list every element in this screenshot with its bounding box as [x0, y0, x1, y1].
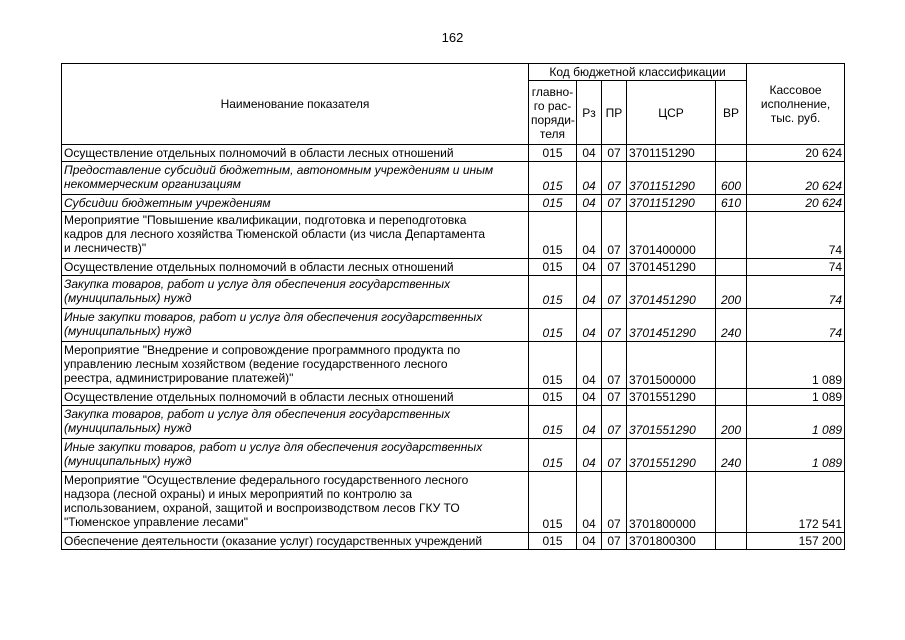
row-amount: 1 089: [747, 406, 845, 439]
row-name-line: Предоставление субсидий бюджетным, автономным учреждениям и иным: [64, 163, 494, 177]
row-vr: [716, 212, 747, 259]
header-pr: ПР: [602, 81, 627, 145]
row-name-line: Осуществление отдельных полномочий в области лесных отношений: [64, 390, 454, 404]
row-name: [62, 533, 529, 550]
row-glav: 015: [529, 342, 577, 389]
row-name-line: (муниципальных) нужд: [64, 324, 192, 338]
table-body: [62, 145, 845, 550]
row-name-line: Иные закупки товаров, работ и услуг для обеспечения государственных: [64, 310, 483, 324]
row-vr: 240: [716, 439, 747, 472]
row-name: [62, 195, 529, 212]
row-vr: 240: [716, 309, 747, 342]
row-name: [62, 406, 529, 439]
row-name-line: Закупка товаров, работ и услуг для обеспечения государственных: [64, 277, 451, 291]
row-vr: [716, 533, 747, 550]
row-rz: 04: [577, 439, 602, 472]
row-rz: 04: [577, 259, 602, 276]
table-row: [62, 439, 845, 472]
row-name-line: использованием, охраной, защитой и воспроизводством лесов ГКУ ТО: [64, 501, 460, 515]
table-row: [62, 389, 845, 406]
row-csr: 3701551290: [627, 406, 716, 439]
row-csr: 3701151290: [627, 162, 716, 195]
row-glav: 015: [529, 439, 577, 472]
row-csr: 3701151290: [627, 195, 716, 212]
table-row: [62, 195, 845, 212]
row-name: [62, 276, 529, 309]
row-vr: 610: [716, 195, 747, 212]
header-amount: Кассовое исполнение, тыс. руб.: [747, 64, 845, 145]
row-name-line: Закупка товаров, работ и услуг для обеспечения государственных: [64, 407, 451, 421]
row-name-line: кадров для лесного хозяйства Тюменской области (из числа Департамента: [64, 227, 486, 241]
row-csr: 3701451290: [627, 309, 716, 342]
row-vr: 200: [716, 406, 747, 439]
row-amount: 74: [747, 212, 845, 259]
row-name: [62, 472, 529, 533]
row-glav: 015: [529, 145, 577, 162]
row-pr: 07: [602, 309, 627, 342]
row-name-line: Мероприятие "Повышение квалификации, подготовка и переподготовка: [64, 213, 467, 227]
row-rz: 04: [577, 162, 602, 195]
row-amount: 74: [747, 276, 845, 309]
page-number: 162: [441, 30, 464, 45]
row-amount: 1 089: [747, 389, 845, 406]
table-row: [62, 212, 845, 259]
row-pr: 07: [602, 472, 627, 533]
row-name-line: реестра, администрирование платежей)": [64, 371, 294, 385]
table-row: [62, 259, 845, 276]
row-glav: 015: [529, 276, 577, 309]
table-row: [62, 342, 845, 389]
row-csr: 3701500000: [627, 342, 716, 389]
table-row: [62, 162, 845, 195]
row-name-line: некоммерческим организациям: [64, 177, 241, 191]
row-pr: 07: [602, 389, 627, 406]
row-amount: 74: [747, 309, 845, 342]
row-name: [62, 145, 529, 162]
row-glav: 015: [529, 406, 577, 439]
row-amount: 1 089: [747, 342, 845, 389]
row-rz: 04: [577, 195, 602, 212]
row-pr: 07: [602, 439, 627, 472]
table-row: [62, 406, 845, 439]
row-vr: 600: [716, 162, 747, 195]
row-csr: 3701451290: [627, 259, 716, 276]
row-amount: 74: [747, 259, 845, 276]
row-csr: 3701551290: [627, 439, 716, 472]
row-vr: [716, 342, 747, 389]
row-amount: 172 541: [747, 472, 845, 533]
row-name-line: Субсидии бюджетным учреждениям: [64, 196, 271, 210]
row-rz: 04: [577, 472, 602, 533]
row-name-line: (муниципальных) нужд: [64, 291, 192, 305]
row-name-line: Мероприятие "Внедрение и сопровождение программного продукта по: [64, 343, 461, 357]
table-row: [62, 276, 845, 309]
row-pr: 07: [602, 212, 627, 259]
row-pr: 07: [602, 259, 627, 276]
row-name-line: (муниципальных) нужд: [64, 454, 192, 468]
row-rz: 04: [577, 389, 602, 406]
table-row: [62, 145, 845, 162]
row-pr: 07: [602, 195, 627, 212]
budget-table: [61, 63, 845, 550]
table-row: [62, 472, 845, 533]
row-name: [62, 439, 529, 472]
row-name-line: Обеспечение деятельности (оказание услуг) государственных учреждений: [64, 534, 483, 548]
row-vr: [716, 259, 747, 276]
row-name: [62, 162, 529, 195]
row-name-line: Иные закупки товаров, работ и услуг для обеспечения государственных: [64, 440, 483, 454]
row-name-line: Осуществление отдельных полномочий в области лесных отношений: [64, 146, 454, 160]
row-amount: 157 200: [747, 533, 845, 550]
row-amount: 1 089: [747, 439, 845, 472]
row-name: [62, 389, 529, 406]
row-amount: 20 624: [747, 195, 845, 212]
row-csr: 3701400000: [627, 212, 716, 259]
header-rz: Рз: [577, 81, 602, 145]
row-amount: 20 624: [747, 145, 845, 162]
row-rz: 04: [577, 276, 602, 309]
row-csr: 3701451290: [627, 276, 716, 309]
row-name-line: надзора (лесной охраны) и иных мероприятий по контролю за: [64, 487, 412, 501]
row-name: [62, 342, 529, 389]
row-glav: 015: [529, 195, 577, 212]
row-pr: 07: [602, 406, 627, 439]
row-pr: 07: [602, 276, 627, 309]
row-pr: 07: [602, 145, 627, 162]
row-pr: 07: [602, 162, 627, 195]
row-rz: 04: [577, 145, 602, 162]
row-name-line: и лесничеств)": [64, 241, 147, 255]
row-vr: 200: [716, 276, 747, 309]
row-rz: 04: [577, 309, 602, 342]
row-name: [62, 309, 529, 342]
row-vr: [716, 145, 747, 162]
row-name-line: Мероприятие "Осуществление федерального государственного лесного: [64, 473, 469, 487]
row-name: [62, 212, 529, 259]
row-pr: 07: [602, 342, 627, 389]
row-csr: 3701151290: [627, 145, 716, 162]
row-amount: 20 624: [747, 162, 845, 195]
header-vr: ВР: [716, 81, 747, 145]
row-name-line: управлению лесным хозяйством (ведение государственного лесного: [64, 357, 448, 371]
row-csr: 3701800000: [627, 472, 716, 533]
row-rz: 04: [577, 212, 602, 259]
row-name: [62, 259, 529, 276]
table-row: [62, 309, 845, 342]
header-csr: ЦСР: [627, 81, 716, 145]
row-csr: 3701800300: [627, 533, 716, 550]
row-csr: 3701551290: [627, 389, 716, 406]
row-name-line: Осуществление отдельных полномочий в области лесных отношений: [64, 260, 454, 274]
header-glav: главно- го рас- поряди- теля: [529, 81, 577, 145]
row-rz: 04: [577, 406, 602, 439]
row-vr: [716, 389, 747, 406]
row-glav: 015: [529, 309, 577, 342]
header-kbk: Код бюджетной классификации: [529, 64, 747, 81]
row-glav: 015: [529, 533, 577, 550]
table-row: [62, 533, 845, 550]
row-glav: 015: [529, 212, 577, 259]
row-name-line: (муниципальных) нужд: [64, 421, 192, 435]
row-glav: 015: [529, 389, 577, 406]
row-pr: 07: [602, 533, 627, 550]
row-rz: 04: [577, 533, 602, 550]
header-name: Наименование показателя: [62, 64, 529, 145]
row-vr: [716, 472, 747, 533]
row-glav: 015: [529, 259, 577, 276]
row-rz: 04: [577, 342, 602, 389]
row-glav: 015: [529, 472, 577, 533]
row-name-line: "Тюменское управление лесами": [64, 515, 249, 529]
row-glav: 015: [529, 162, 577, 195]
